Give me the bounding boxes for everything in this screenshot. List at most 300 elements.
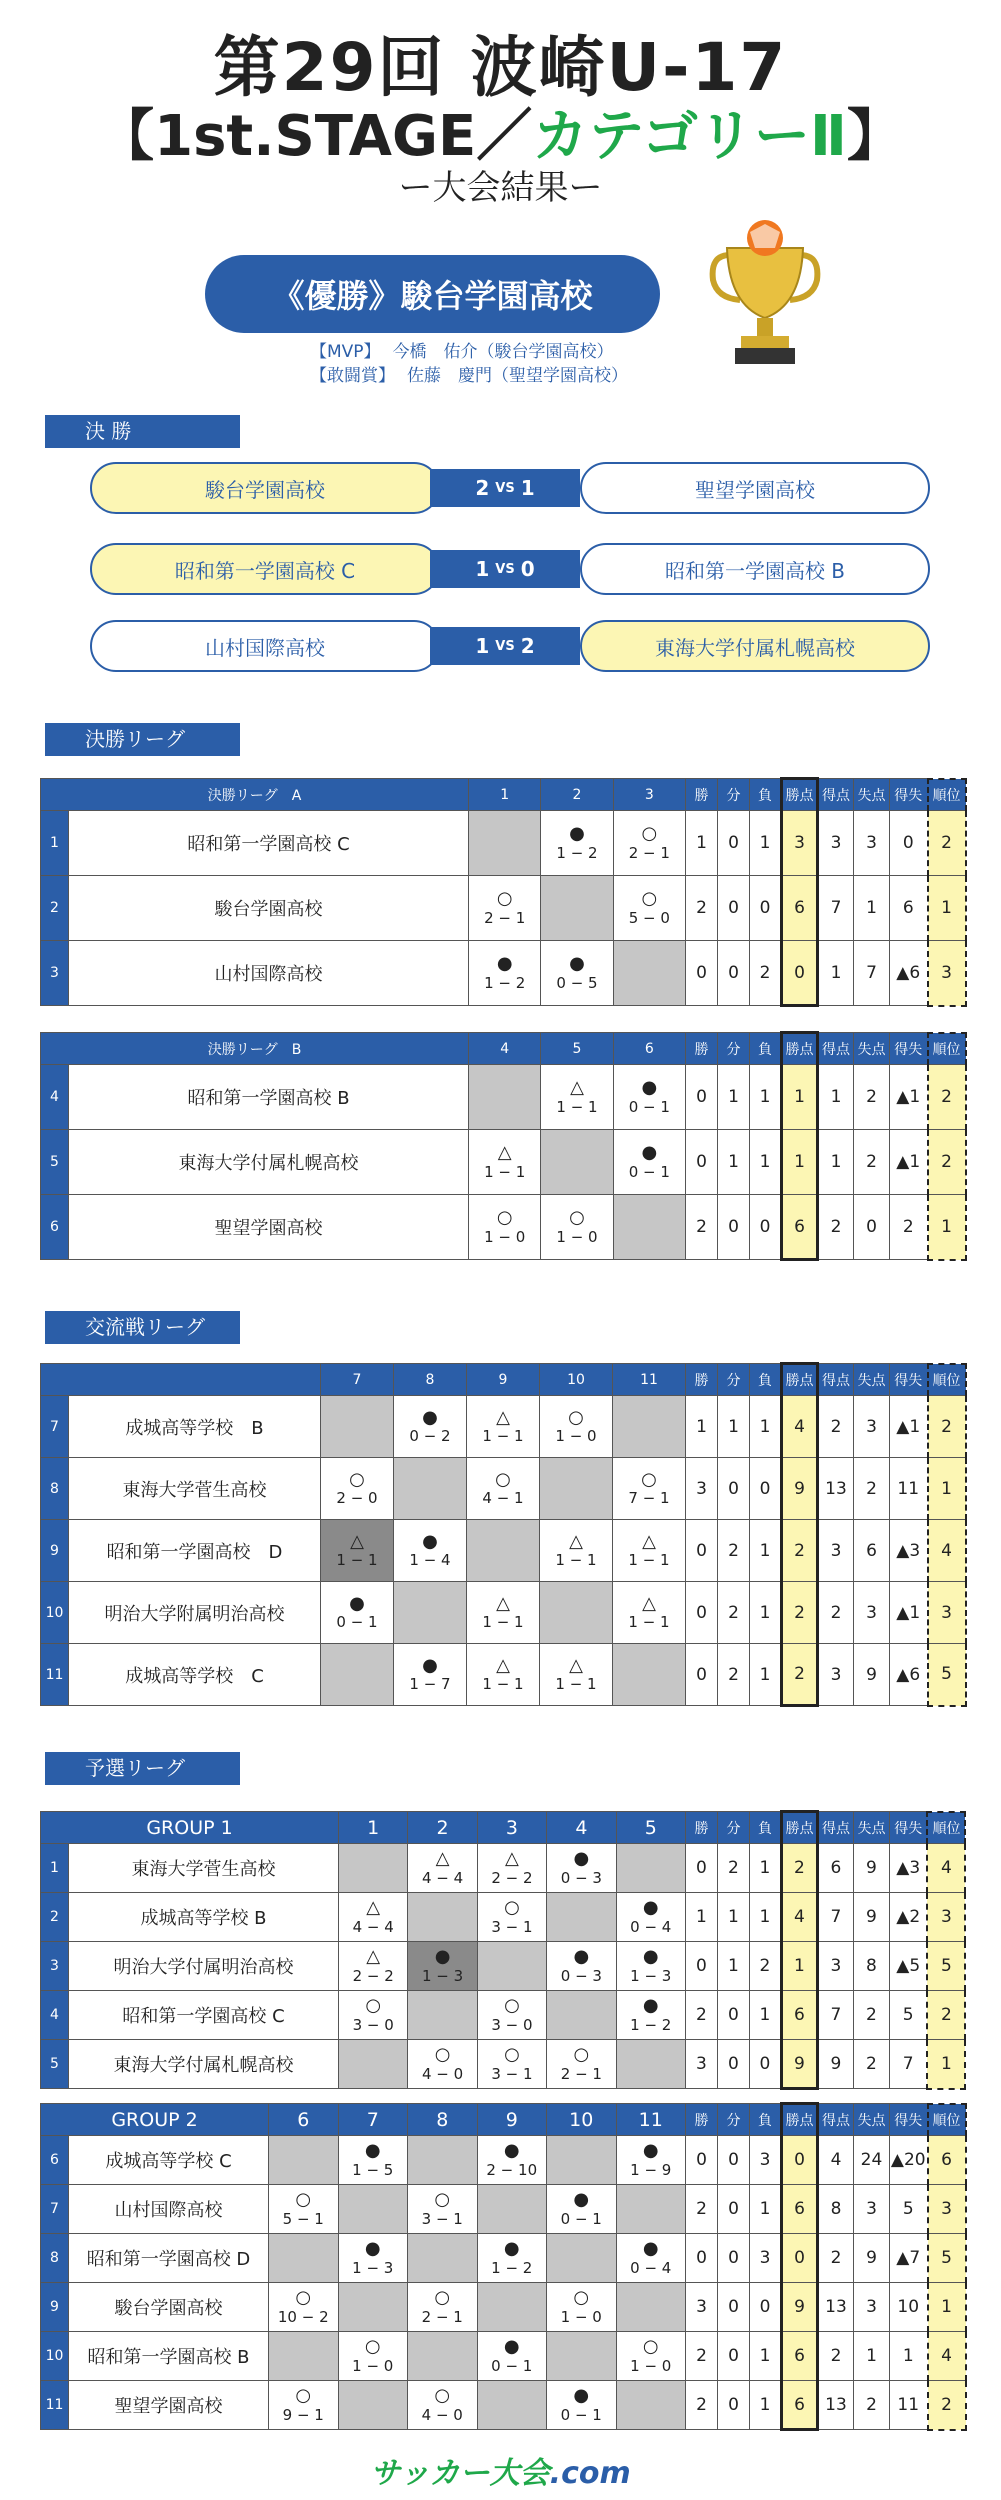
row-number: 7 xyxy=(41,1396,69,1458)
subtitle-close: 】 xyxy=(846,104,903,169)
result-score: 1 − 1 xyxy=(484,1162,526,1181)
result-mark: ○ xyxy=(568,1406,584,1428)
result-mark: ○ xyxy=(641,823,658,845)
match-result xyxy=(339,1893,408,1942)
result-score: 2 − 1 xyxy=(421,2307,463,2326)
stat-value: 3 xyxy=(928,2185,966,2234)
stat-value: 3 xyxy=(854,2283,890,2332)
result-mark: △ xyxy=(642,1530,656,1552)
stat-value: 0 xyxy=(750,1195,782,1260)
stat-value: 0 xyxy=(686,1130,718,1195)
stat-value: 7 xyxy=(854,941,890,1006)
league-table xyxy=(40,1362,967,1707)
section-final: 決 勝 xyxy=(45,415,240,448)
result-score: 3 − 0 xyxy=(491,2015,533,2034)
league-table xyxy=(40,777,967,1007)
row-number: 10 xyxy=(41,1582,69,1644)
empty-cell xyxy=(394,1458,467,1520)
stat-header: 負 xyxy=(750,2104,782,2136)
score-right: 0 xyxy=(520,557,535,581)
match-result xyxy=(269,2283,339,2332)
stat-value: 5 xyxy=(927,1942,965,1991)
result-mark: ○ xyxy=(504,2044,520,2066)
stat-value: 0 xyxy=(782,2136,818,2185)
stat-value: 3 xyxy=(750,2136,782,2185)
stat-value: 0 xyxy=(686,1644,718,1706)
stat-value: ▲3 xyxy=(890,1520,928,1582)
final-team-right: 東海大学付属札幌高校 xyxy=(580,620,930,672)
empty-cell xyxy=(477,2283,547,2332)
stat-value: 13 xyxy=(818,2283,854,2332)
result-mark: ● xyxy=(434,1946,451,1968)
league-table xyxy=(40,1810,966,2090)
stat-value: 0 xyxy=(686,2234,718,2283)
result-score: 1 − 1 xyxy=(336,1551,378,1570)
stat-value: 2 xyxy=(781,1844,817,1893)
match-result xyxy=(477,1991,546,2040)
stat-value: 1 xyxy=(750,2381,782,2430)
stat-value: 3 xyxy=(750,2234,782,2283)
stat-value: 2 xyxy=(718,1520,750,1582)
stat-value: 2 xyxy=(685,1991,717,2040)
result-mark: △ xyxy=(366,1897,381,1919)
match-result xyxy=(467,1458,540,1520)
section-prelim-league: 予選リーグ xyxy=(45,1752,240,1785)
result-mark: ○ xyxy=(641,1468,657,1490)
team-name: 山村国際高校 xyxy=(69,2185,269,2234)
result-mark: ● xyxy=(642,1897,659,1919)
result-mark: △ xyxy=(505,1848,519,1870)
stat-header: 勝 xyxy=(686,2104,718,2136)
stat-value: 5 xyxy=(889,1991,927,2040)
stat-value: 3 xyxy=(927,1893,965,1942)
stat-value: 1 xyxy=(854,2332,890,2381)
col-header: 2 xyxy=(408,1812,477,1844)
stat-value: 1 xyxy=(717,1893,749,1942)
stat-value: 2 xyxy=(854,1458,890,1520)
stat-value: 4 xyxy=(927,1844,965,1893)
match-result xyxy=(547,2040,616,2089)
stat-value: 2 xyxy=(782,1582,818,1644)
result-mark: ● xyxy=(569,953,585,975)
table-row xyxy=(41,1065,966,1130)
stat-value: 6 xyxy=(854,1520,890,1582)
row-number: 9 xyxy=(41,1520,69,1582)
result-mark: ● xyxy=(503,2140,520,2162)
stat-value: 4 xyxy=(928,1520,966,1582)
stat-value: 2 xyxy=(717,1844,749,1893)
result-mark: ○ xyxy=(295,2189,312,2211)
match-result xyxy=(477,1844,546,1893)
result-score: 1 − 1 xyxy=(628,1613,670,1632)
result-mark: ● xyxy=(573,2189,590,2211)
stat-header: 分 xyxy=(718,1364,750,1396)
match-result xyxy=(477,1893,546,1942)
team-name: 聖望学園高校 xyxy=(69,1195,469,1260)
stat-value: 0 xyxy=(686,941,718,1006)
match-result xyxy=(469,1195,541,1260)
match-result xyxy=(469,876,541,941)
match-result xyxy=(477,2234,547,2283)
score-left: 1 xyxy=(475,634,490,658)
final-score xyxy=(430,627,580,665)
result-score: 4 − 4 xyxy=(421,1868,464,1887)
stat-value: ▲5 xyxy=(889,1942,927,1991)
empty-cell xyxy=(408,1991,477,2040)
result-score: 0 − 3 xyxy=(560,1868,602,1887)
result-score: 0 − 5 xyxy=(556,973,598,992)
result-mark: ● xyxy=(573,2385,590,2407)
stat-value: 3 xyxy=(782,811,818,876)
col-header: 7 xyxy=(321,1364,394,1396)
col-header: 10 xyxy=(547,2104,617,2136)
match-result xyxy=(540,1396,613,1458)
final-team-left: 駿台学園高校 xyxy=(90,462,440,514)
match-result xyxy=(321,1582,394,1644)
team-name: 昭和第一学園高校 B xyxy=(69,1065,469,1130)
stat-value: 2 xyxy=(782,1520,818,1582)
stat-value: 6 xyxy=(782,2185,818,2234)
stat-value: 2 xyxy=(854,1065,890,1130)
match-result xyxy=(321,1458,394,1520)
table-title: GROUP 2 xyxy=(41,2104,269,2136)
table-row xyxy=(41,941,966,1006)
award-fighting-spirit: 【敢闘賞】 佐藤 慶門（聖望学園高校） xyxy=(310,366,628,386)
col-header: 10 xyxy=(540,1364,613,1396)
stat-value: 0 xyxy=(686,1582,718,1644)
stat-header: 得点 xyxy=(818,1033,854,1065)
result-mark: ● xyxy=(573,1848,590,1870)
score-left: 2 xyxy=(475,476,490,500)
team-name: 成城高等学校 B xyxy=(69,1396,321,1458)
stat-value: 9 xyxy=(854,1644,890,1706)
stat-header: 失点 xyxy=(854,1033,890,1065)
result-score: 0 − 4 xyxy=(630,2258,672,2277)
match-result xyxy=(269,2381,339,2430)
match-result xyxy=(394,1644,467,1706)
stat-value: 7 xyxy=(889,2040,927,2089)
score-vs: VS xyxy=(495,638,515,654)
stat-value: 1 xyxy=(782,1130,818,1195)
row-number: 3 xyxy=(41,1942,69,1991)
table-row xyxy=(41,2283,966,2332)
empty-cell xyxy=(541,876,613,941)
stat-header: 失点 xyxy=(853,1812,889,1844)
match-result xyxy=(339,1991,408,2040)
match-result xyxy=(408,1942,477,1991)
result-mark: ○ xyxy=(504,1995,520,2017)
match-result xyxy=(467,1644,540,1706)
match-result xyxy=(547,2381,617,2430)
result-score: 1 − 4 xyxy=(409,1551,451,1570)
stat-value: 2 xyxy=(818,2332,854,2381)
result-mark: ● xyxy=(496,953,513,975)
result-mark: ● xyxy=(642,1946,659,1968)
stat-value: ▲1 xyxy=(890,1130,928,1195)
team-name: 駿台学園高校 xyxy=(69,2283,269,2332)
match-result xyxy=(477,2332,547,2381)
stat-value: 2 xyxy=(818,2234,854,2283)
stat-value: 10 xyxy=(890,2283,928,2332)
match-result xyxy=(547,2185,617,2234)
result-mark: ○ xyxy=(364,2336,381,2358)
stat-value: ▲6 xyxy=(890,1644,928,1706)
empty-cell xyxy=(469,811,541,876)
team-name: 成城高等学校 B xyxy=(69,1893,339,1942)
empty-cell xyxy=(408,2332,478,2381)
empty-cell xyxy=(269,2332,339,2381)
stat-value: 5 xyxy=(890,2185,928,2234)
stat-value: 0 xyxy=(854,1195,890,1260)
stat-header: 得失 xyxy=(890,2104,928,2136)
trophy-icon xyxy=(705,220,825,370)
table-row xyxy=(41,1991,966,2040)
stat-value: 2 xyxy=(928,1396,966,1458)
result-score: 0 − 1 xyxy=(628,1162,670,1181)
result-score: 0 − 1 xyxy=(491,2356,533,2375)
empty-cell xyxy=(613,1396,686,1458)
result-mark: ○ xyxy=(434,2385,451,2407)
stat-value: 3 xyxy=(818,1520,854,1582)
result-mark: △ xyxy=(496,1592,510,1614)
result-score: 4 − 4 xyxy=(352,1917,394,1936)
stat-value: 3 xyxy=(854,1396,890,1458)
stat-value: 1 xyxy=(750,1520,782,1582)
stat-value: 1 xyxy=(750,1065,782,1130)
stat-header: 順位 xyxy=(928,1364,966,1396)
stat-value: 2 xyxy=(854,1130,890,1195)
stat-header: 順位 xyxy=(927,1812,965,1844)
match-result xyxy=(616,2234,686,2283)
stat-value: 2 xyxy=(928,811,966,876)
empty-cell xyxy=(547,1991,616,2040)
stat-value: 1 xyxy=(718,1396,750,1458)
stat-header: 負 xyxy=(750,1364,782,1396)
stat-value: 0 xyxy=(782,2234,818,2283)
stat-header: 分 xyxy=(717,1812,749,1844)
final-team-right: 昭和第一学園高校 B xyxy=(580,543,930,595)
result-score: 1 − 2 xyxy=(556,843,598,862)
match-result xyxy=(477,2136,547,2185)
empty-cell xyxy=(616,1844,685,1893)
stat-value: 3 xyxy=(928,941,966,1006)
page-title: 第29回 波崎U-17 xyxy=(213,29,788,106)
stat-header: 勝点 xyxy=(782,2104,818,2136)
result-score: 1 − 0 xyxy=(556,1227,598,1246)
stat-value: 9 xyxy=(782,2283,818,2332)
table-row xyxy=(41,1130,966,1195)
stat-header: 負 xyxy=(750,779,782,811)
result-mark: ○ xyxy=(641,888,658,910)
stat-header: 失点 xyxy=(854,779,890,811)
match-result xyxy=(616,1942,685,1991)
match-result xyxy=(338,2234,408,2283)
stat-value: 1 xyxy=(782,1065,818,1130)
result-score: 4 − 1 xyxy=(482,1489,524,1508)
stat-value: ▲1 xyxy=(890,1065,928,1130)
match-result xyxy=(613,1130,685,1195)
stat-value: 3 xyxy=(854,811,890,876)
table-row xyxy=(41,1893,966,1942)
result-score: 3 − 0 xyxy=(352,2015,394,2034)
result-mark: △ xyxy=(496,1654,510,1676)
result-score: 1 − 1 xyxy=(556,1097,598,1116)
stat-value: 1 xyxy=(718,1130,750,1195)
match-result xyxy=(408,2185,478,2234)
stat-value: 1 xyxy=(927,2040,965,2089)
match-result xyxy=(616,2332,686,2381)
stat-value: 1 xyxy=(750,2332,782,2381)
result-score: 1 − 3 xyxy=(421,1966,464,1985)
stat-value: 8 xyxy=(853,1942,889,1991)
empty-cell xyxy=(321,1396,394,1458)
team-name: 成城高等学校 C xyxy=(69,2136,269,2185)
stat-value: 1 xyxy=(685,1893,717,1942)
col-header: 11 xyxy=(613,1364,686,1396)
stat-value: 1 xyxy=(818,1130,854,1195)
match-result xyxy=(613,1065,685,1130)
stat-value: 2 xyxy=(782,1644,818,1706)
stat-value: 1 xyxy=(718,1065,750,1130)
stat-value: 6 xyxy=(782,2332,818,2381)
col-header: 8 xyxy=(408,2104,478,2136)
empty-cell xyxy=(338,2381,408,2430)
match-result xyxy=(394,1396,467,1458)
stat-value: 2 xyxy=(853,2040,889,2089)
stat-value: 24 xyxy=(854,2136,890,2185)
stat-header: 勝点 xyxy=(782,1364,818,1396)
result-mark: ● xyxy=(503,2238,520,2260)
stat-value: 6 xyxy=(782,1195,818,1260)
stat-value: 6 xyxy=(781,1991,817,2040)
match-result xyxy=(269,2185,339,2234)
team-name: 東海大学付属札幌高校 xyxy=(69,1130,469,1195)
result-mark: ○ xyxy=(573,2044,590,2066)
stat-value: 1 xyxy=(750,811,782,876)
stat-value: 0 xyxy=(750,1458,782,1520)
final-team-left: 山村国際高校 xyxy=(90,620,440,672)
result-mark: ● xyxy=(364,2238,381,2260)
stat-value: 1 xyxy=(749,1844,781,1893)
stat-header: 勝 xyxy=(686,1033,718,1065)
result-mark: ● xyxy=(422,1654,438,1676)
stat-header: 得点 xyxy=(818,2104,854,2136)
table-row xyxy=(41,1396,966,1458)
stat-value: 3 xyxy=(854,1582,890,1644)
league-table xyxy=(40,2102,967,2431)
team-name: 昭和第一学園高校 D xyxy=(69,1520,321,1582)
stat-value: 2 xyxy=(749,1942,781,1991)
result-mark: ○ xyxy=(434,2189,451,2211)
match-result xyxy=(616,1991,685,2040)
col-header: 4 xyxy=(547,1812,616,1844)
row-number: 3 xyxy=(41,941,69,1006)
result-score: 0 − 2 xyxy=(409,1427,451,1446)
result-score: 3 − 1 xyxy=(421,2209,463,2228)
empty-cell xyxy=(540,1458,613,1520)
stat-header: 勝 xyxy=(685,1812,717,1844)
result-mark: ○ xyxy=(496,1207,513,1229)
stat-value: 0 xyxy=(718,2136,750,2185)
stat-value: 2 xyxy=(853,1991,889,2040)
results-heading: ー大会結果ー xyxy=(398,168,603,208)
result-mark: ○ xyxy=(295,2385,312,2407)
stat-value: 2 xyxy=(686,2185,718,2234)
result-score: 3 − 1 xyxy=(491,2064,533,2083)
stat-value: 0 xyxy=(718,2283,750,2332)
team-name: 昭和第一学園高校 C xyxy=(69,811,469,876)
stat-header: 勝点 xyxy=(782,1033,818,1065)
row-number: 11 xyxy=(41,1644,69,1706)
row-number: 2 xyxy=(41,876,69,941)
stat-value: 7 xyxy=(818,876,854,941)
result-mark: △ xyxy=(497,1142,512,1164)
site-logo[interactable]: サッカー大会.com xyxy=(370,2456,631,2491)
col-header: 5 xyxy=(616,1812,685,1844)
stat-value: 11 xyxy=(890,1458,928,1520)
result-mark: ○ xyxy=(504,1897,520,1919)
result-score: 1 − 1 xyxy=(482,1613,524,1632)
result-score: 4 − 0 xyxy=(421,2405,463,2424)
stat-value: 2 xyxy=(686,1195,718,1260)
result-mark: △ xyxy=(366,1946,381,1968)
empty-cell xyxy=(321,1644,394,1706)
stat-value: 1 xyxy=(686,1396,718,1458)
stat-value: 1 xyxy=(749,1991,781,2040)
stat-value: 0 xyxy=(685,1844,717,1893)
match-result xyxy=(469,1130,541,1195)
match-result xyxy=(613,811,685,876)
stat-value: 1 xyxy=(928,876,966,941)
row-number: 5 xyxy=(41,2040,69,2089)
result-mark: ● xyxy=(641,1142,658,1164)
team-name: 東海大学菅生高校 xyxy=(69,1458,321,1520)
team-name: 成城高等学校 C xyxy=(69,1644,321,1706)
table-row xyxy=(41,1582,966,1644)
stat-value: 2 xyxy=(928,2381,966,2430)
stat-value: 11 xyxy=(890,2381,928,2430)
stat-value: 7 xyxy=(817,1893,853,1942)
team-name: 東海大学付属札幌高校 xyxy=(69,2040,339,2089)
empty-cell xyxy=(547,2332,617,2381)
score-vs: VS xyxy=(495,561,515,577)
result-score: 7 − 1 xyxy=(628,1489,670,1508)
stat-value: 9 xyxy=(782,1458,818,1520)
result-score: 0 − 1 xyxy=(628,1097,670,1116)
col-header: 6 xyxy=(269,2104,339,2136)
stat-value: 2 xyxy=(750,941,782,1006)
score-right: 2 xyxy=(520,634,535,658)
team-name: 山村国際高校 xyxy=(69,941,469,1006)
stat-value: ▲20 xyxy=(890,2136,928,2185)
stat-value: 1 xyxy=(890,2332,928,2381)
stat-value: 6 xyxy=(890,876,928,941)
result-mark: △ xyxy=(569,1530,583,1552)
col-header: 6 xyxy=(613,1033,685,1065)
table-title xyxy=(41,1364,321,1396)
result-mark: △ xyxy=(435,1848,450,1870)
stat-value: 1 xyxy=(928,2283,966,2332)
result-mark: ○ xyxy=(434,2044,451,2066)
result-score: 1 − 0 xyxy=(352,2356,394,2375)
stat-value: 3 xyxy=(817,1942,853,1991)
match-result xyxy=(338,2136,408,2185)
subtitle-stage: 【1st.STAGE／ xyxy=(98,104,533,169)
result-score: 1 − 0 xyxy=(630,2356,672,2375)
stat-value: 0 xyxy=(718,2234,750,2283)
empty-cell xyxy=(477,2185,547,2234)
result-score: 5 − 1 xyxy=(282,2209,324,2228)
